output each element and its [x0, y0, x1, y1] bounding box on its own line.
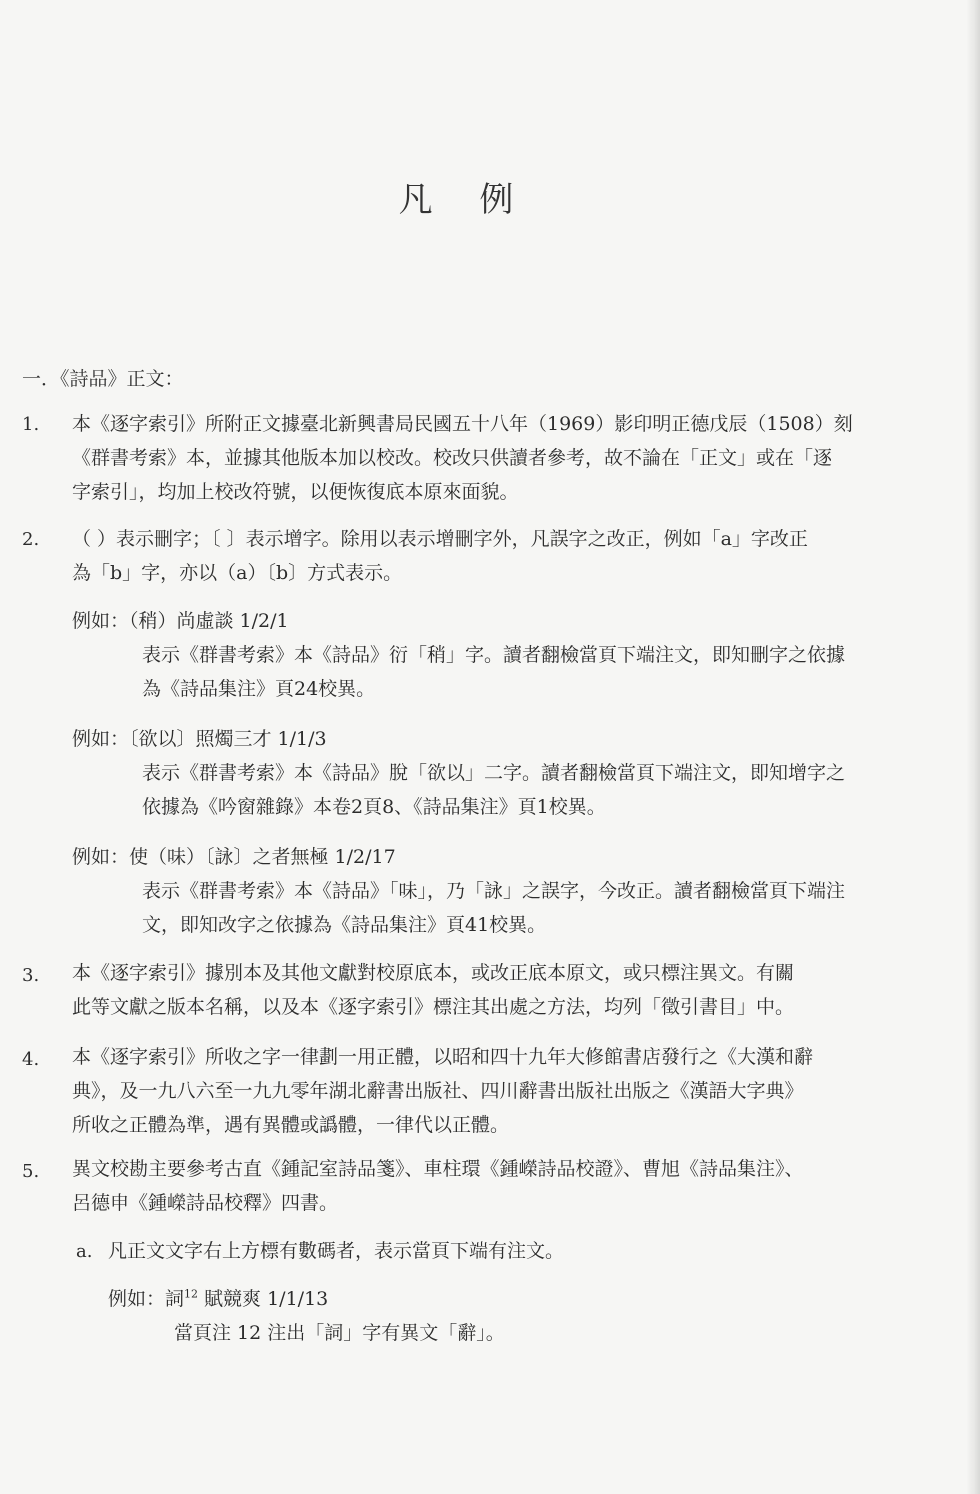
example-1-line-1: 表示《群書考索》本《詩品》衍「稍」字。讀者翻檢當頁下端注文，即知刪字之依據 — [142, 644, 846, 666]
item-2-line-1: （ ）表示刪字；〔 〕表示增字。除用以表示增刪字外，凡誤字之改正，例如「a」字改正 — [72, 528, 808, 550]
item-number: 5. — [22, 1161, 40, 1182]
item-4-line-3: 所收之正體為準，遇有異體或譌體，一律代以正體。 — [72, 1114, 510, 1136]
item-number: 2. — [22, 529, 40, 550]
item-number: 1. — [22, 414, 40, 435]
item-number: 4. — [22, 1049, 40, 1070]
item-1-line-2: 《群書考索》本，並據其他版本加以校改。校改只供讀者參考，故不論在「正文」或在「逐 — [72, 447, 833, 469]
example-2-line-1: 表示《群書考索》本《詩品》脫「欲以」二字。讀者翻檢當頁下端注文，即知增字之 — [142, 762, 846, 784]
item-2-line-2: 為「b」字，亦以（a）〔b〕方式表示。 — [72, 562, 403, 584]
example-1-head: 例如：（稍）尚虛談 1/2/1 — [72, 610, 289, 632]
item-number: 3. — [22, 965, 40, 986]
item-3-line-2: 此等文獻之版本名稱，以及本《逐字索引》標注其出處之方法，均列「徵引書目」中。 — [72, 996, 795, 1018]
item-4-line-1: 本《逐字索引》所收之字一律劃一用正體，以昭和四十九年大修館書店發行之《大漢和辭 — [72, 1046, 814, 1068]
item-3-line-1: 本《逐字索引》據別本及其他文獻對校原底本，或改正底本原文，或只標注異文。有關 — [72, 962, 795, 984]
sub-example-head — [108, 1284, 328, 1311]
section-heading: 一．《詩品》正文： — [22, 368, 184, 390]
sub-item-label: a. — [76, 1241, 93, 1262]
example-1-line-2: 為《詩品集注》頁24校異。 — [142, 678, 376, 700]
item-5-line-2: 呂德申《鍾嶸詩品校釋》四書。 — [72, 1192, 339, 1214]
page-edge-shadow — [966, 0, 980, 1494]
sub-item-text: 凡正文文字右上方標有數碼者，表示當頁下端有注文。 — [108, 1240, 565, 1262]
sub-example-prefix: 例如：詞 — [108, 1288, 185, 1310]
item-4-line-2: 典》，及一九八六至一九九零年湖北辭書出版社、四川辭書出版社出版之《漢語大字典》 — [72, 1080, 804, 1102]
page-title: 凡 例 — [398, 180, 532, 220]
item-1-line-3: 字索引」，均加上校改符號，以便恢復底本原來面貌。 — [72, 481, 519, 503]
item-5-line-1: 異文校勘主要參考古直《鍾記室詩品箋》、車柱環《鍾嶸詩品校證》、曹旭《詩品集注》、 — [72, 1158, 804, 1180]
example-2-head: 例如：〔欲以〕照燭三才 1/1/3 — [72, 728, 327, 750]
sub-example-rest: 賦競爽 1/1/13 — [198, 1288, 329, 1310]
example-3-line-2: 文，即知改字之依據為《詩品集注》頁41校異。 — [142, 914, 547, 936]
example-3-head: 例如：使（味）〔詠〕之者無極 1/2/17 — [72, 846, 396, 868]
example-3-line-1: 表示《群書考索》本《詩品》「味」，乃「詠」之誤字，今改正。讀者翻檢當頁下端注 — [142, 880, 846, 902]
example-2-line-2: 依據為《吟窗雜錄》本卷2頁8、《詩品集注》頁1校異。 — [142, 796, 606, 818]
footnote-marker: 12 — [184, 1287, 199, 1301]
sub-example-line: 當頁注 12 注出「詞」字有異文「辭」。 — [174, 1322, 505, 1344]
item-1-line-1: 本《逐字索引》所附正文據臺北新興書局民國五十八年（1969）影印明正德戊辰（1508）刻 — [72, 413, 853, 435]
